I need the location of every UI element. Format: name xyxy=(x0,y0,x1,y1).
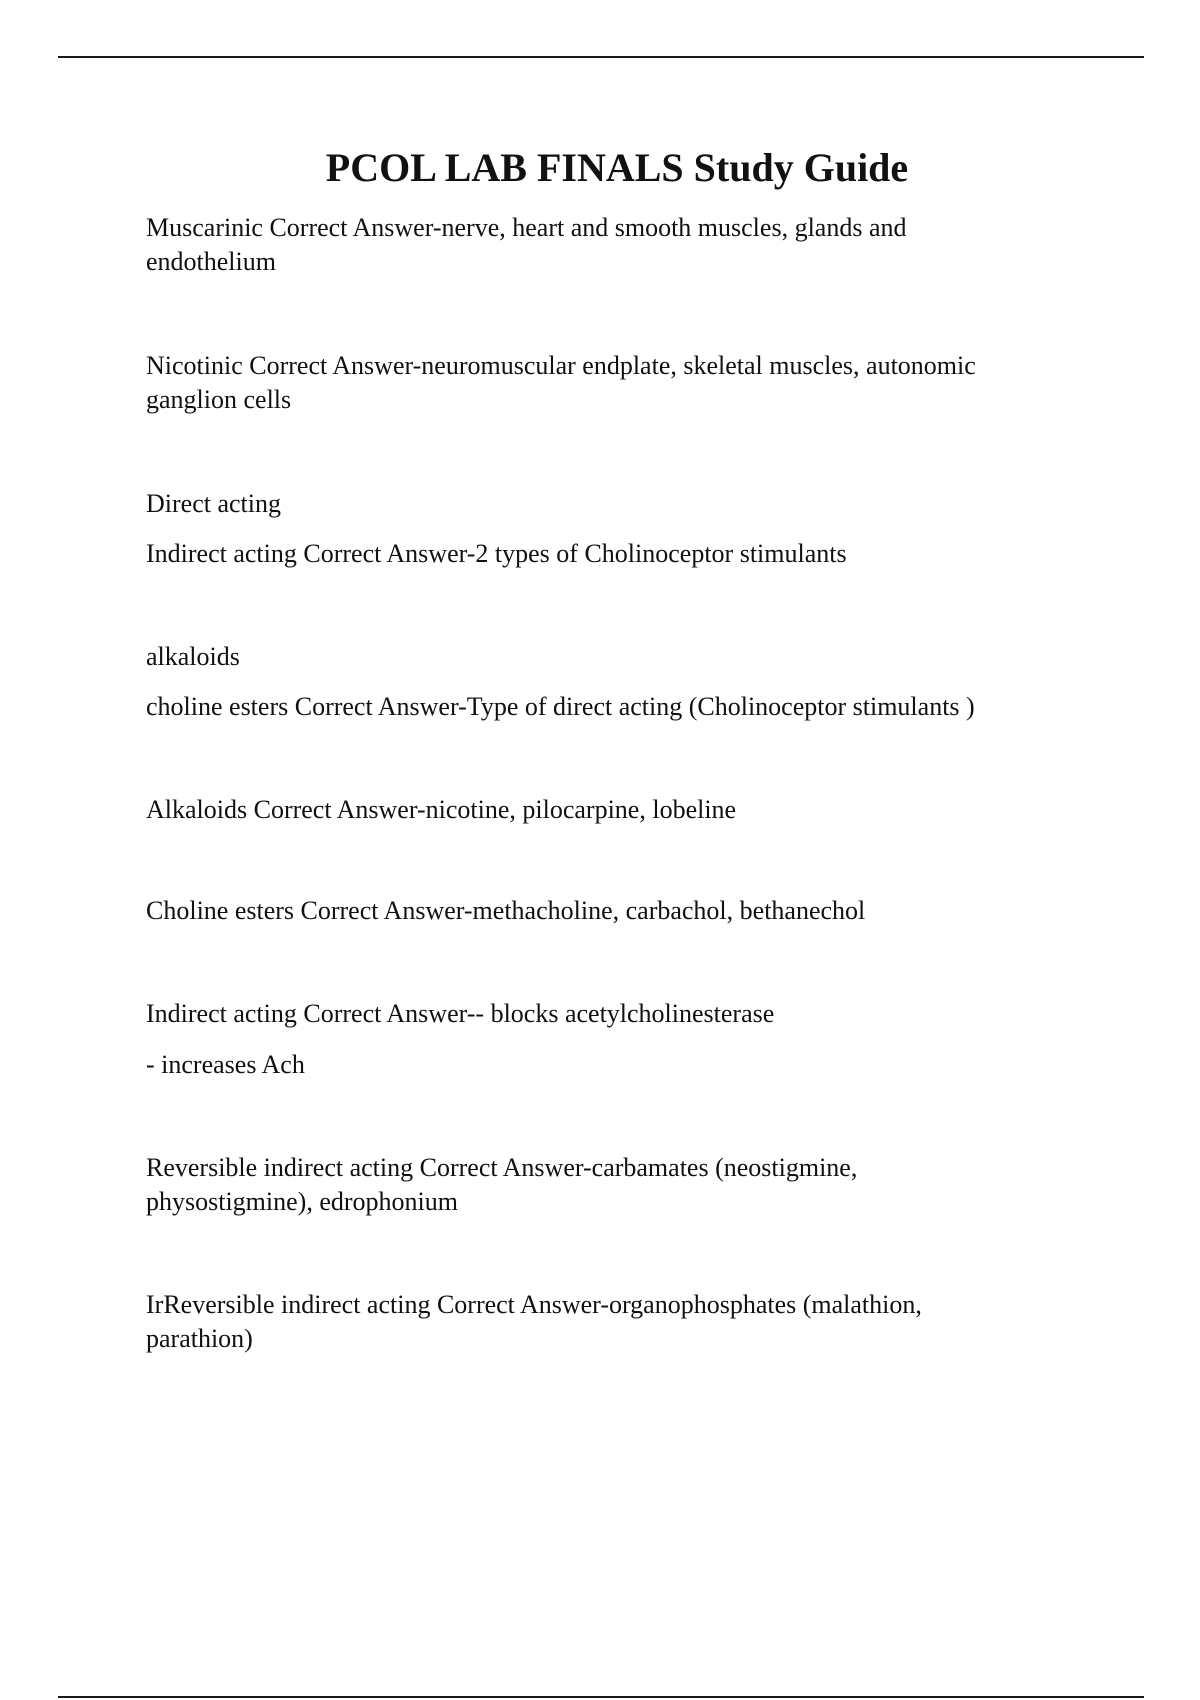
entry-line: Alkaloids Correct Answer-nicotine, pilocarpine, lobeline xyxy=(146,795,737,824)
header-rule xyxy=(58,56,1144,58)
entry-line: ganglion cells xyxy=(146,385,292,414)
page-title: PCOL LAB FINALS Study Guide xyxy=(325,145,909,190)
entry-increases-ach xyxy=(146,1048,1076,1082)
entry-indirect-acting-types xyxy=(146,537,1076,571)
entry-line: choline esters Correct Answer-Type of direct acting (Cholinoceptor stimulants ) xyxy=(146,692,975,721)
entry-line: Direct acting xyxy=(146,489,281,518)
entry-line: parathion) xyxy=(146,1324,253,1353)
entry-line: endothelium xyxy=(146,247,276,276)
entry-alkaloids xyxy=(146,793,1076,827)
entry-direct-acting xyxy=(146,487,1076,521)
entry-line: Muscarinic Correct Answer-nerve, heart and smooth muscles, glands and xyxy=(146,213,907,242)
entry-line: physostigmine), edrophonium xyxy=(146,1187,458,1216)
entry-line: - increases Ach xyxy=(146,1050,305,1079)
entry-line: Choline esters Correct Answer-methacholine, carbachol, bethanechol xyxy=(146,896,866,925)
entry-indirect-acting xyxy=(146,997,1076,1031)
entry-muscarinic xyxy=(146,211,1076,279)
entry-choline-esters-type xyxy=(146,690,1076,724)
entry-nicotinic xyxy=(146,349,1076,417)
entry-alkaloids-lower xyxy=(146,640,1076,674)
entry-line: Indirect acting Correct Answer-- blocks acetylcholinesterase xyxy=(146,999,775,1028)
entry-choline-esters xyxy=(146,894,1076,928)
entry-irreversible-indirect xyxy=(146,1288,1076,1356)
entry-line: Indirect acting Correct Answer-2 types of Cholinoceptor stimulants xyxy=(146,539,847,568)
entry-reversible-indirect xyxy=(146,1151,1076,1219)
entry-line: Nicotinic Correct Answer-neuromuscular endplate, skeletal muscles, autonomic xyxy=(146,351,976,380)
entry-line: Reversible indirect acting Correct Answer-carbamates (neostigmine, xyxy=(146,1153,858,1182)
entry-line: IrReversible indirect acting Correct Answer-organophosphates (malathion, xyxy=(146,1290,922,1319)
footer-rule xyxy=(58,1696,1144,1698)
entry-line: alkaloids xyxy=(146,642,240,671)
